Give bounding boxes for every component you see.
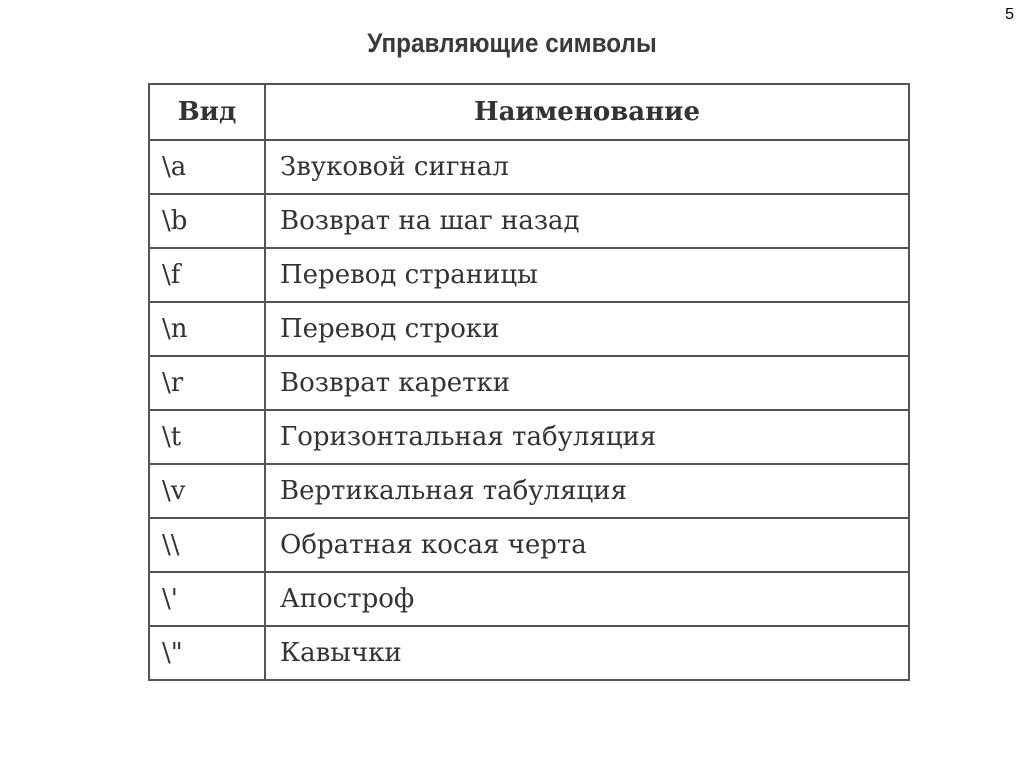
table-row [149,302,909,356]
table-header-row [149,84,909,140]
escape-code-cell: \\ [149,518,265,572]
table-row [149,194,909,248]
escape-code-cell: \' [149,572,265,626]
column-header-name: Наименование [265,84,909,140]
table-row [149,356,909,410]
escape-code-cell: \n [149,302,265,356]
escape-name-cell: Перевод страницы [265,248,909,302]
escape-code-cell: \" [149,626,265,680]
table-row [149,626,909,680]
escape-code-cell: \r [149,356,265,410]
escape-name-cell: Обратная косая черта [265,518,909,572]
escape-code-cell: \b [149,194,265,248]
table-row [149,140,909,194]
table-row [149,572,909,626]
escape-name-cell: Возврат каретки [265,356,909,410]
escape-name-cell: Перевод строки [265,302,909,356]
page-title: Управляющие символы [367,28,657,58]
table-row [149,464,909,518]
control-characters-table [148,83,910,681]
escape-name-cell: Горизонтальная табуляция [265,410,909,464]
escape-code-cell: \a [149,140,265,194]
escape-name-cell: Кавычки [265,626,909,680]
page-number: 5 [1005,6,1014,23]
column-header-kind: Вид [149,84,265,140]
escape-name-cell: Звуковой сигнал [265,140,909,194]
table-row [149,248,909,302]
escape-code-cell: \v [149,464,265,518]
escape-code-cell: \t [149,410,265,464]
escape-name-cell: Апостроф [265,572,909,626]
table-row [149,518,909,572]
escape-code-cell: \f [149,248,265,302]
table-row [149,410,909,464]
escape-name-cell: Возврат на шаг назад [265,194,909,248]
escape-name-cell: Вертикальная табуляция [265,464,909,518]
